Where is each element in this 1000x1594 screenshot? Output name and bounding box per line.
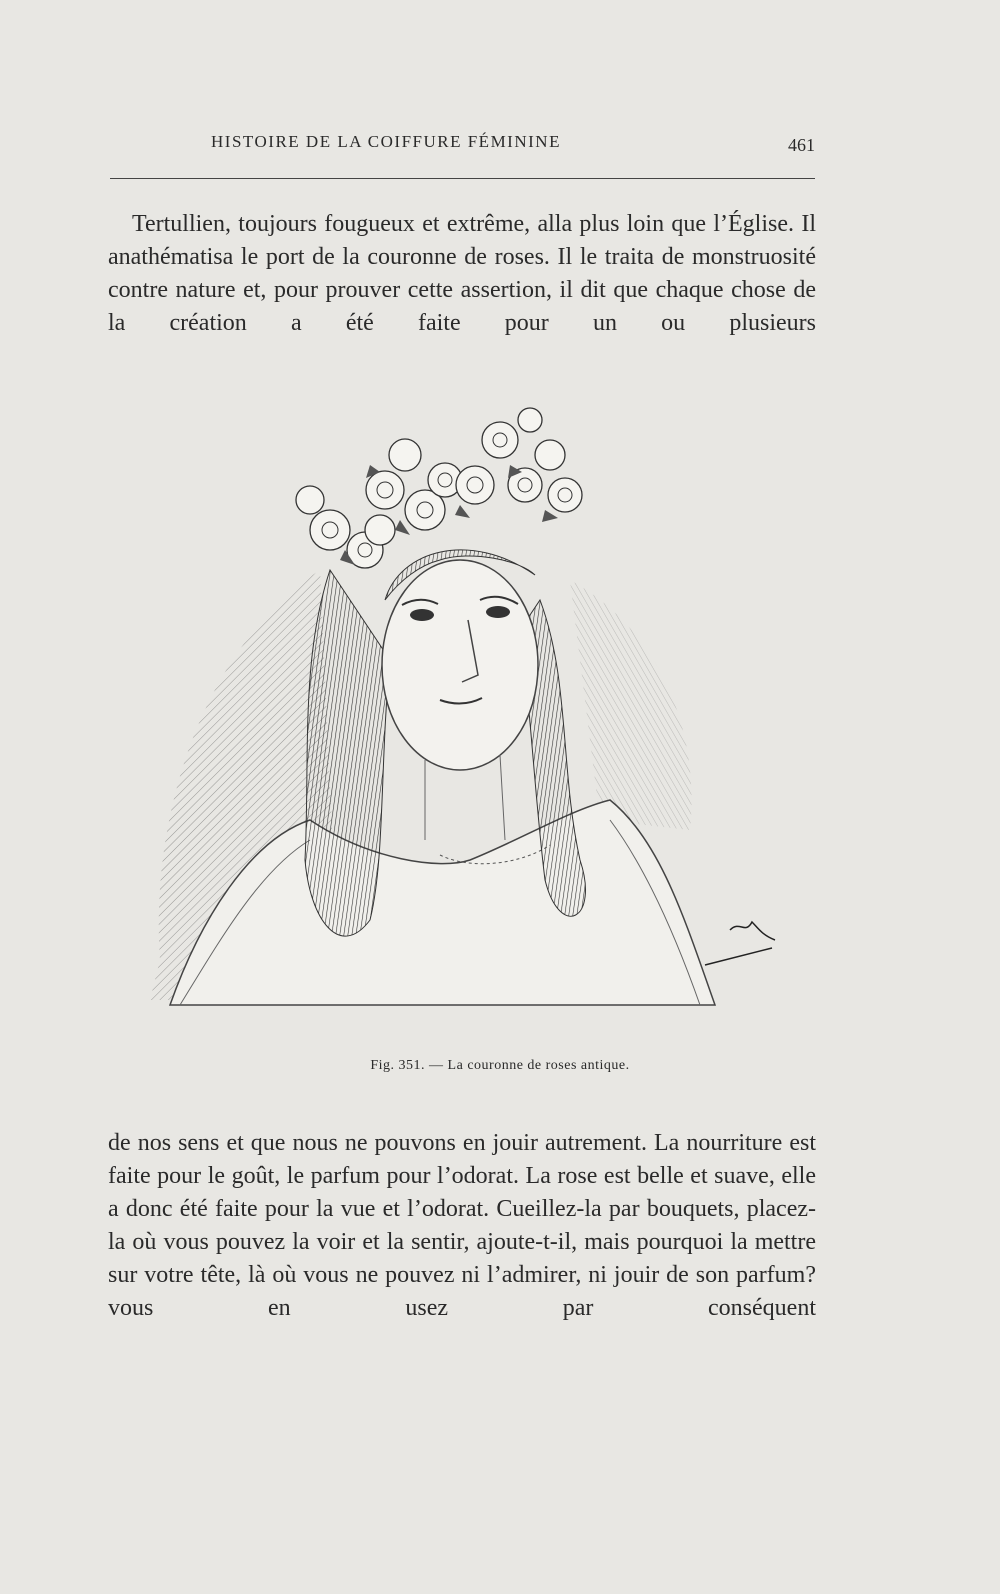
figure-illustration [140,400,800,1040]
running-title: HISTOIRE DE LA COIFFURE FÉMININE [211,132,561,151]
paragraph-top: Tertullien, toujours fougueux et extrême, alla plus loin que l’Église. Il anathématisa le port de la couronne de roses. Il le traita de monstruosité contre nature et, pour prouver cette assertion, il dit que chaque chose de la création a été faite pour un ou plusieurs [108,211,816,336]
figure-caption: Fig. 351. — La couronne de roses antique. [370,1058,630,1073]
paragraph-bottom: de nos sens et que nous ne pouvons en jouir autrement. La nourriture est faite pour le goût, le parfum pour l’odorat. La rose est belle et suave, elle a donc été faite pour la vue et l’odorat. Cueillez-la par bouquets, placez-la où vous pouvez la voir et la sentir, ajoute-t-il, mais pourquoi la mettre sur votre tête, là où vous ne pouvez ni l’admirer, ni jouir de son parfum? vous en usez par conséquent [108,1130,816,1321]
page-number: 461 [788,135,815,155]
running-head [110,132,815,162]
header-rule [110,178,815,179]
body-text-bottom [108,1127,816,1325]
engraving-woman-rose-crown-icon [140,400,800,1040]
body-text-top [108,208,816,340]
